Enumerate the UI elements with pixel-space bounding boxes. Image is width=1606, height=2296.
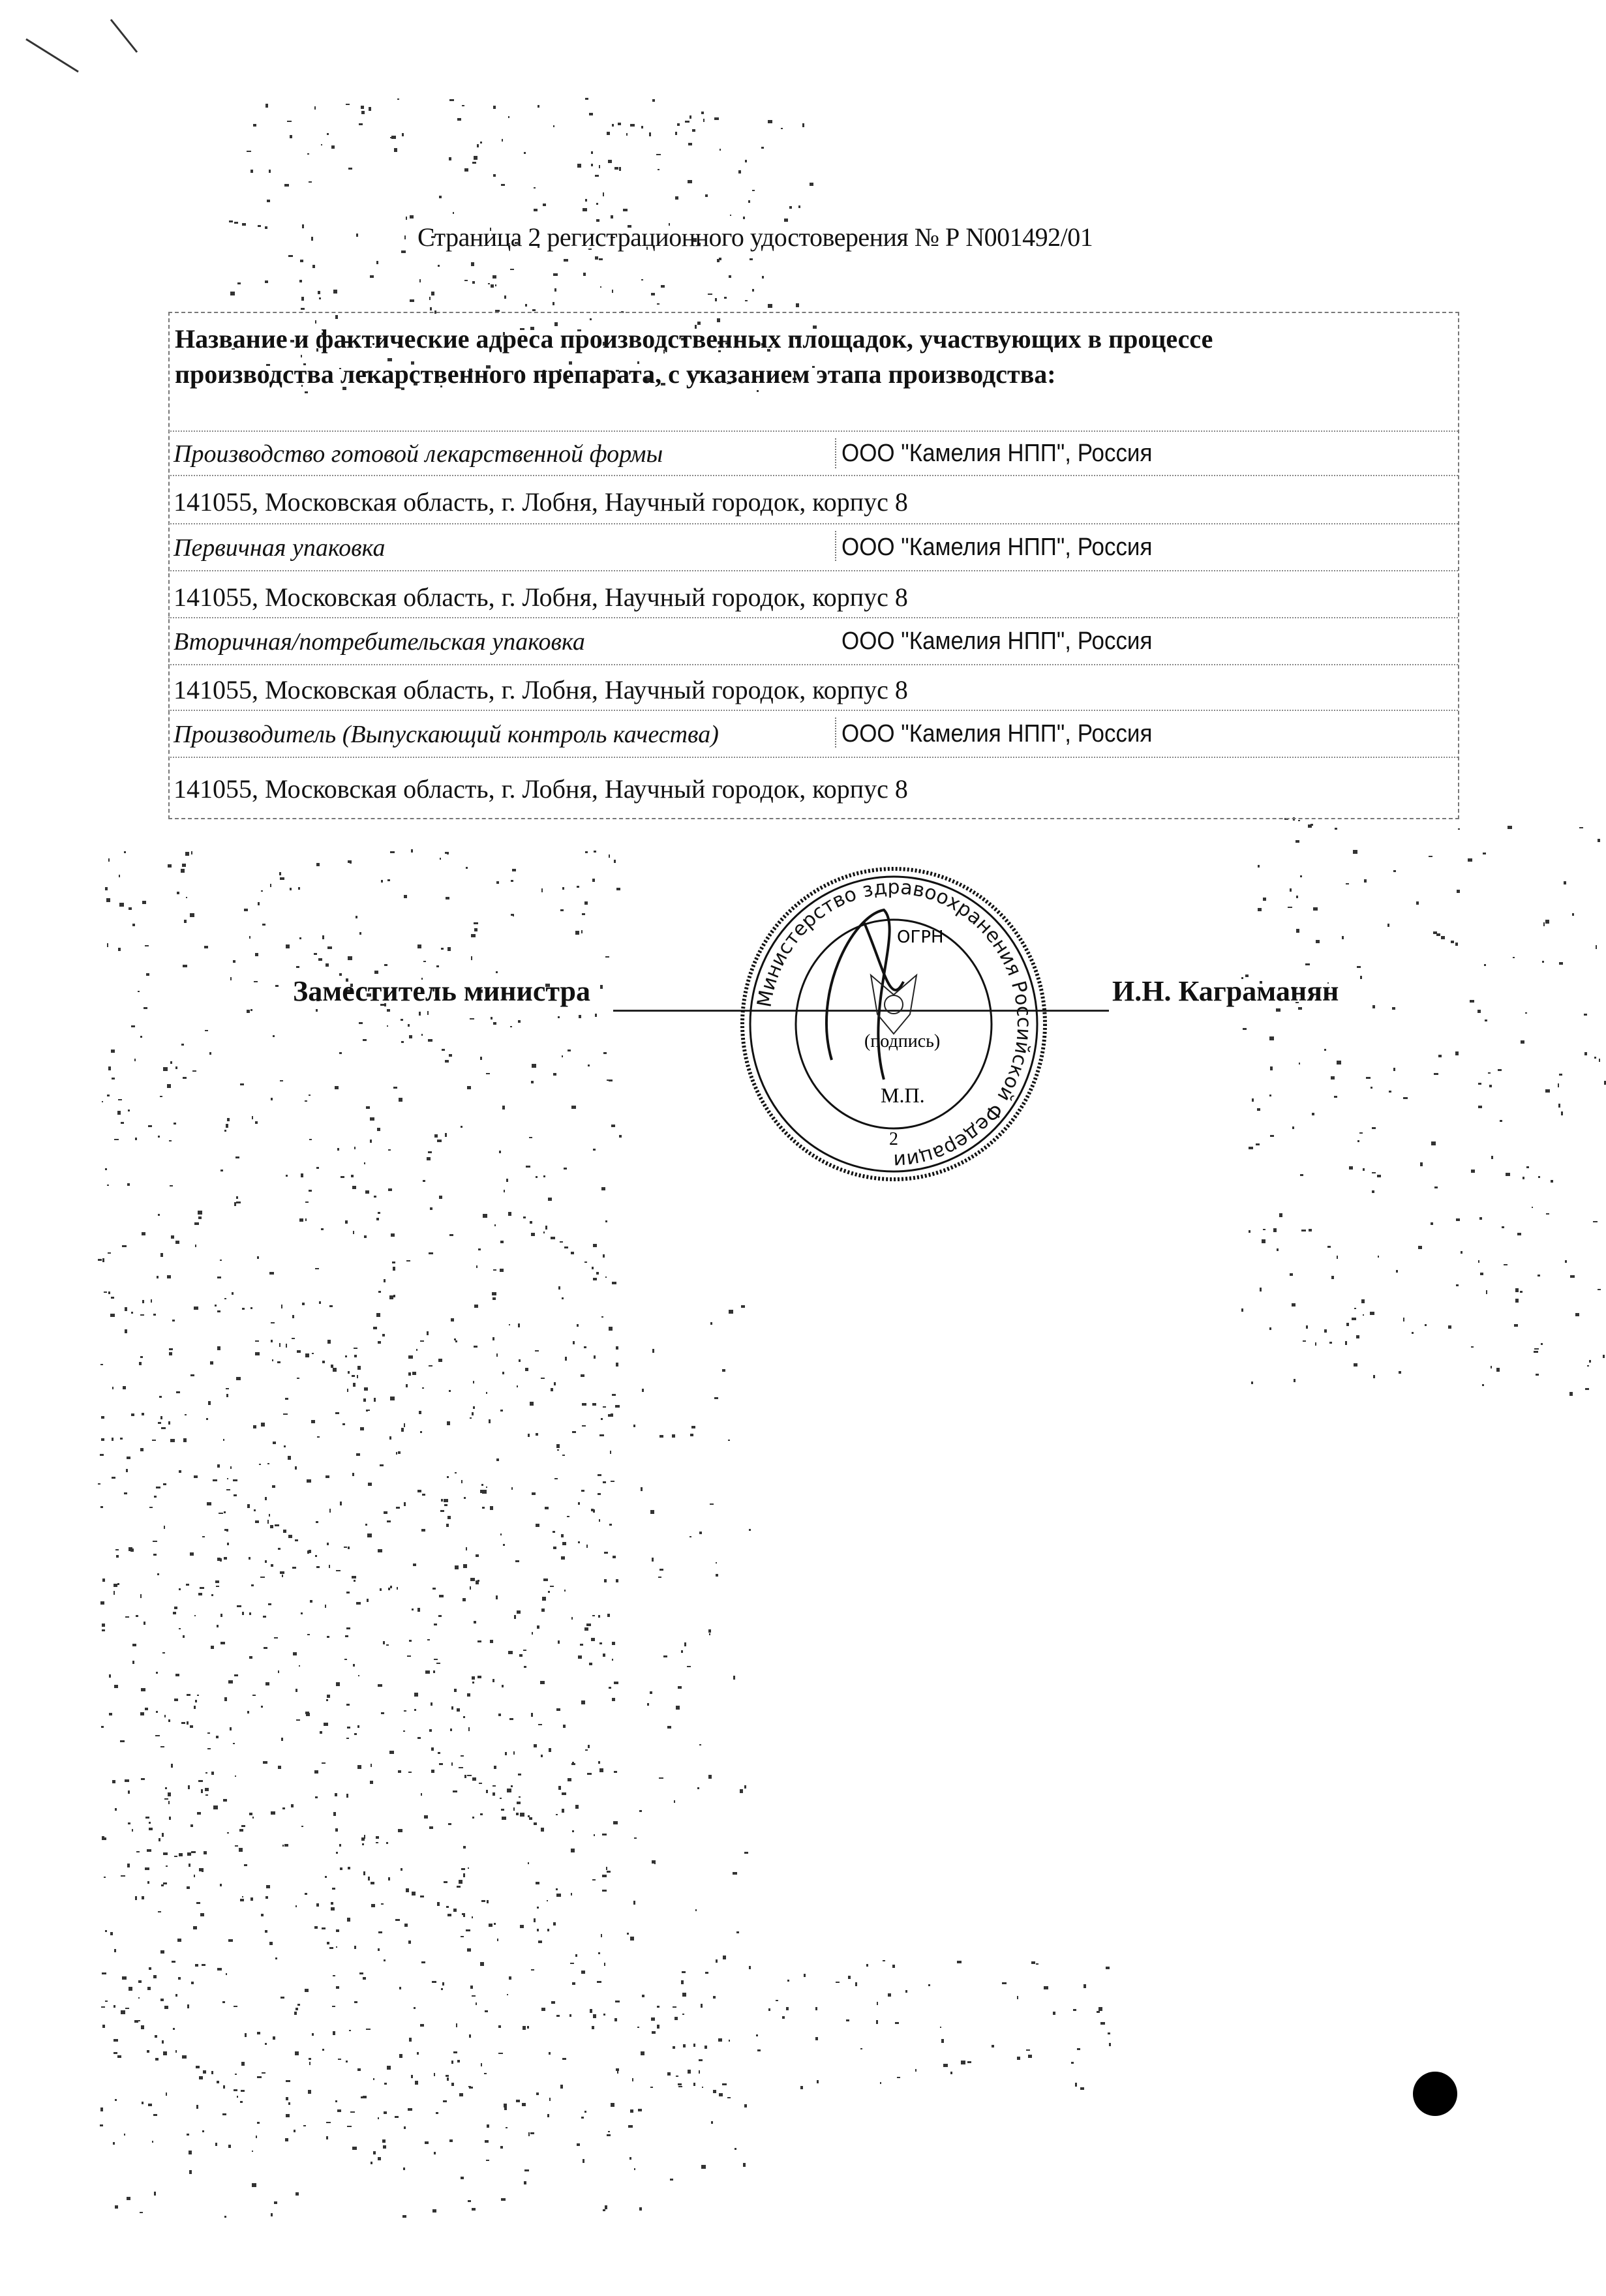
column-divider: [835, 718, 836, 748]
divider: [168, 475, 1458, 476]
column-divider: [835, 531, 836, 561]
official-stamp: [734, 864, 1053, 1184]
stage-label: Вторичная/потребительская упаковка: [174, 628, 585, 656]
signatory-name: И.Н. Каграманян: [1112, 975, 1339, 1007]
divider: [168, 523, 1458, 524]
divider: [168, 710, 1458, 711]
address: 141055, Московская область, г. Лобня, Научный городок, корпус 8: [174, 487, 908, 517]
table-heading-line2: производства лекарственного препарата, с указанием этапа производства:: [175, 359, 1056, 389]
stage-label: Производство готовой лекарственной формы: [174, 440, 663, 468]
organization: ООО "Камелия НПП", Россия: [841, 720, 1153, 748]
divider: [168, 430, 1458, 432]
stage-label: Производитель (Выпускающий контроль качества): [174, 721, 719, 748]
address: 141055, Московская область, г. Лобня, Научный городок, корпус 8: [174, 774, 908, 804]
stamp-signature-label: (подпись): [864, 1031, 941, 1051]
stamp-seal-label: М.П.: [881, 1083, 925, 1107]
stamp-ring-text: Министерство здравоохранения Российской Федерации: [753, 875, 1036, 1173]
hole-punch-mark: [1413, 2072, 1457, 2116]
stamp-ogrn: ОГРН: [897, 928, 944, 947]
organization: ООО "Камелия НПП", Россия: [841, 627, 1153, 655]
divider: [168, 570, 1458, 571]
divider: [168, 757, 1458, 758]
organization: ООО "Камелия НПП", Россия: [841, 534, 1153, 561]
stage-label: Первичная упаковка: [174, 534, 386, 562]
address: 141055, Московская область, г. Лобня, Научный городок, корпус 8: [174, 675, 908, 704]
table-heading-line1: Название и фактические адреса производственных площадок, участвующих в процессе: [175, 324, 1213, 354]
handwritten-signature: [826, 910, 903, 1080]
page-title: Страница 2 регистрационного удостоверения № Р N001492/01: [417, 222, 1093, 252]
divider: [168, 617, 1458, 618]
organization: ООО "Камелия НПП", Россия: [841, 440, 1153, 467]
signatory-position: Заместитель министра: [293, 975, 591, 1007]
stamp-number: 2: [889, 1129, 898, 1149]
address: 141055, Московская область, г. Лобня, Научный городок, корпус 8: [174, 582, 908, 612]
column-divider: [835, 438, 836, 468]
divider: [168, 664, 1458, 665]
